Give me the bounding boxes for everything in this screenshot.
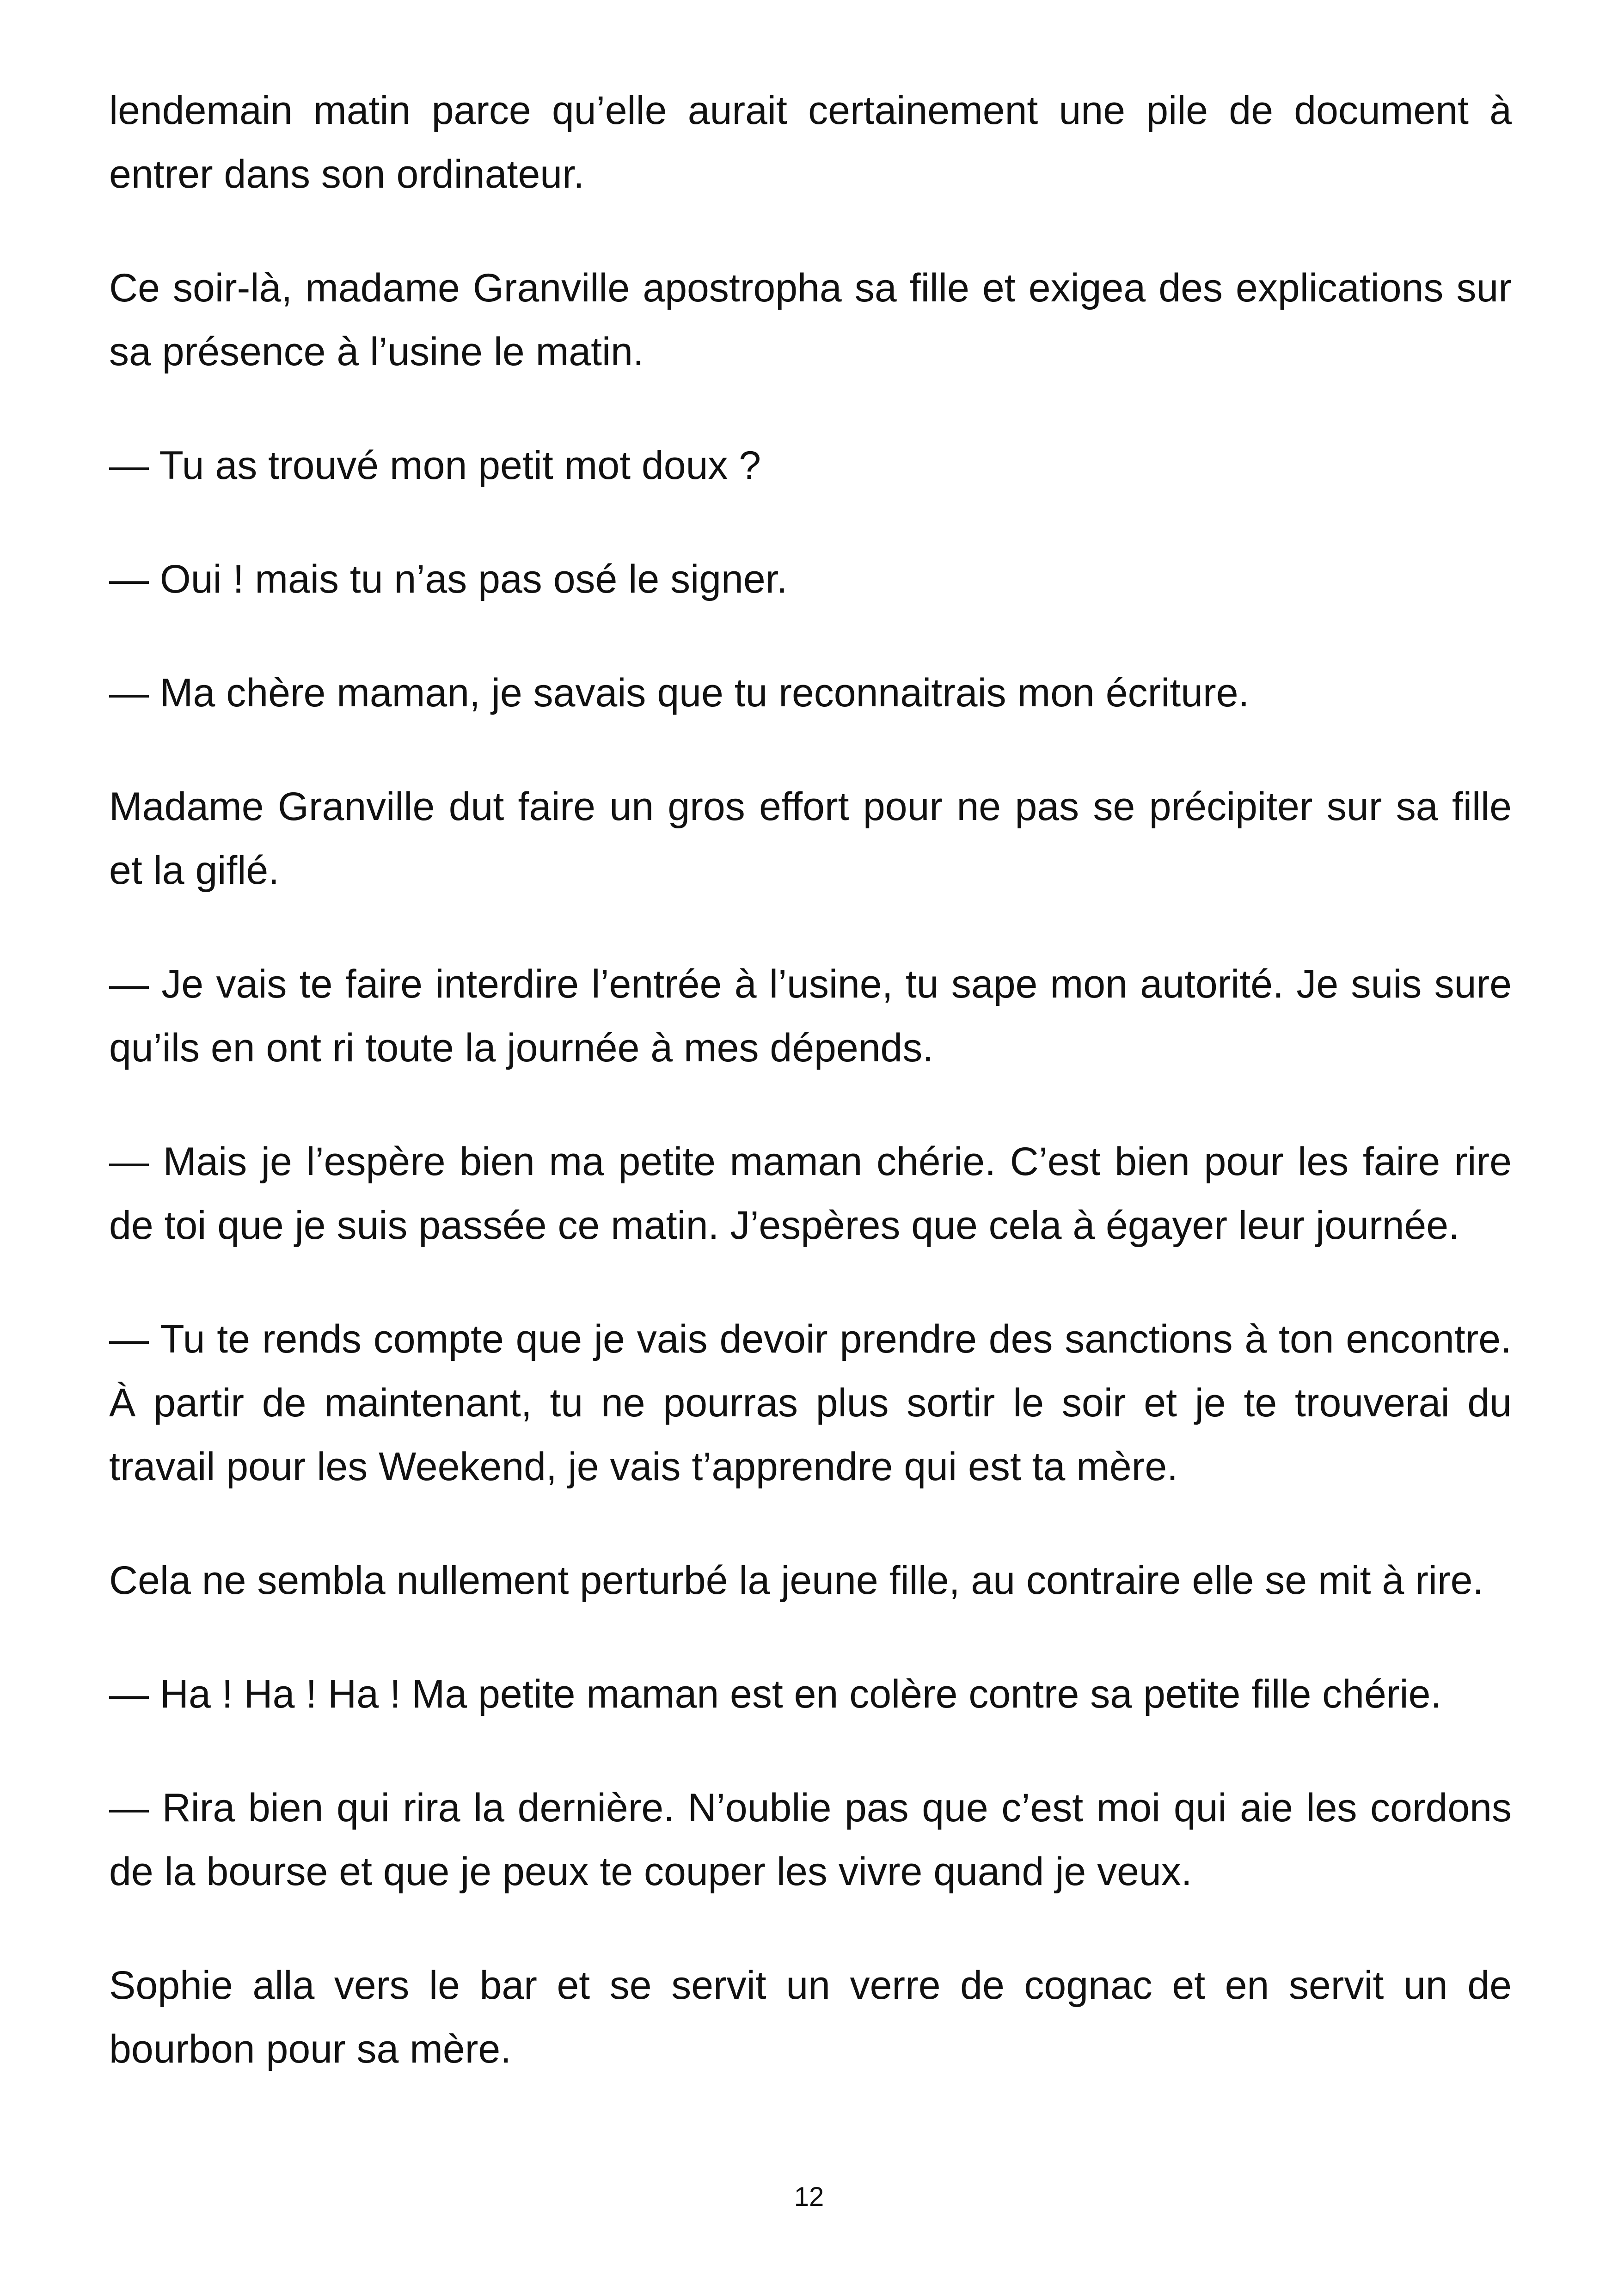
- dialogue-line: — Rira bien qui rira la dernière. N’oublie pas que c’est moi qui aie les cordons de la bourse et que je peux te couper les vivre quand je veux.: [109, 1786, 1512, 1894]
- paragraph: lendemain matin parce qu’elle aurait certainement une pile de document à entrer dans son ordinateur.: [109, 88, 1512, 196]
- body-text: [109, 79, 1512, 2131]
- dialogue-line: — Ha ! Ha ! Ha ! Ma petite maman est en colère contre sa petite fille chérie.: [109, 1672, 1442, 1716]
- dialogue-line: — Oui ! mais tu n’as pas osé le signer.: [109, 557, 788, 601]
- paragraph: Madame Granville dut faire un gros effort pour ne pas se précipiter sur sa fille et la giflé.: [109, 784, 1512, 893]
- dialogue-line: — Mais je l’espère bien ma petite maman chérie. C’est bien pour les faire rire de toi que je suis passée ce matin. J’espères que cela à égayer leur journée.: [109, 1139, 1512, 1248]
- dialogue-line: — Ma chère maman, je savais que tu reconnaitrais mon écriture.: [109, 671, 1250, 715]
- paragraph: Cela ne sembla nullement perturbé la jeune fille, au contraire elle se mit à rire.: [109, 1558, 1484, 1603]
- paragraph: Ce soir-là, madame Granville apostropha sa fille et exigea des explications sur sa présence à l’usine le matin.: [109, 266, 1512, 374]
- dialogue-line: — Tu as trouvé mon petit mot doux ?: [109, 443, 761, 488]
- dialogue-line: — Je vais te faire interdire l’entrée à l’usine, tu sape mon autorité. Je suis sure qu’ils en ont ri toute la journée à mes dépends.: [109, 962, 1512, 1070]
- dialogue-line: — Tu te rends compte que je vais devoir prendre des sanctions à ton encontre. À partir de maintenant, tu ne pourras plus sortir le soir et je te trouverai du travail pour les Weekend, je vais t’apprendre qui est ta mère.: [109, 1317, 1512, 1489]
- page-number: 12: [794, 2182, 824, 2212]
- paragraph: Sophie alla vers le bar et se servit un verre de cognac et en servit un de bourbon pour sa mère.: [109, 1963, 1512, 2071]
